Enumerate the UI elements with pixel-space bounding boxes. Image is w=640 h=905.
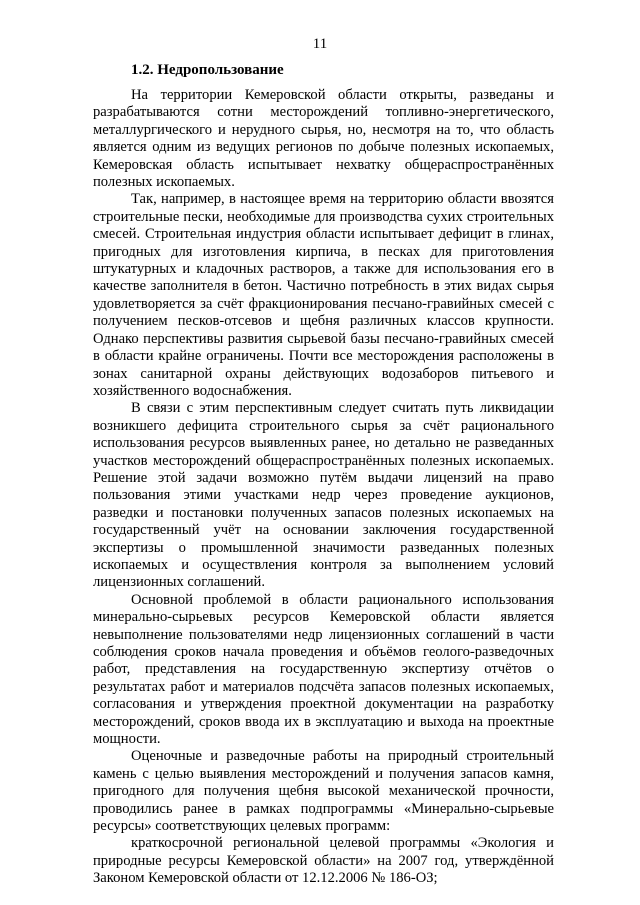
page-content [93,62,554,888]
paragraph-mineral-deposits: На территории Кемеровской области открыты, разведаны и разрабатываются сотни месторождений топливно-энергетического, металлургического и нерудного сырья, но, несмотря на то, что область является одним из ведущих регионов по добыче полезных ископаемых, Кемеровская область испытывает нехватку общераспространённых полезных ископаемых. [93,87,554,191]
section-heading: 1.2. Недропользование [131,62,284,78]
paragraph-exploration-works: Оценочные и разведочные работы на природный строительный камень с целью выявления месторождений и получения запасов камня, пригодного для получения щебня высокой механической прочности, проводились ранее в рамках подпрограммы «Минерально-сырьевые ресурсы» соответствующих целевых программ: [93,748,554,835]
paragraph-construction-sand: Так, например, в настоящее время на территорию области ввозятся строительные пески, необходимые для производства сухих строительных смесей. Строительная индустрия области испытывает дефицит в глинах, пригодных для изготовления кирпича, в песках для приготовления штукатурных и кладочных растворов, а также для использования его в качестве заполнителя в бетон. Частично потребность в этих видах сырья удовлетворяется за счёт фракционирования песчано-гравийных смесей с получением песков-отсевов и щебня различных классов крупности. Однако перспективы развития сырьевой базы песчано-гравийных смесей в области крайне ограничены. Почти все месторождения расположены в зонах санитарной охраны действующих водозаборов питьевого и хозяйственного водоснабжения. [93,191,554,399]
paragraph-deficit-solution: В связи с этим перспективным следует считать путь ликвидации возникшего дефицита строительного сырья за счёт рационального использования ресурсов выявленных ранее, но детально не разведанных участков месторождений общераспространённых полезных ископаемых. Решение этой задачи возможно путём выдачи лицензий на право пользования этими участками недр через проведение аукционов, разведки и постановки полученных запасов полезных ископаемых на государственный учёт на основании заключения государственной экспертизы о промышленной значимости разведанных полезных ископаемых и осуществления контроля за выполнением условий лицензионных соглашений. [93,400,554,591]
paragraph-program-item: краткосрочной региональной целевой программы «Экология и природные ресурсы Кемеровской области» на 2007 год, утверждённой Законом Кемеровской области от 12.12.2006 № 186-ОЗ; [93,835,554,887]
page-number: 11 [312,36,328,52]
paragraph-main-problem: Основной проблемой в области рационального использования минерально-сырьевых ресурсов Кемеровской области является невыполнение пользователями недр лицензионных соглашений в части соблюдения сроков начала проведения и объёмов геолого-разведочных работ, представления на государственную экспертизу отчётов о результатах работ и материалов подсчёта запасов полезных ископаемых, согласования и утверждения проектной документации на разработку месторождений, сроков ввода их в эксплуатацию и выхода на проектные мощности. [93,591,554,748]
